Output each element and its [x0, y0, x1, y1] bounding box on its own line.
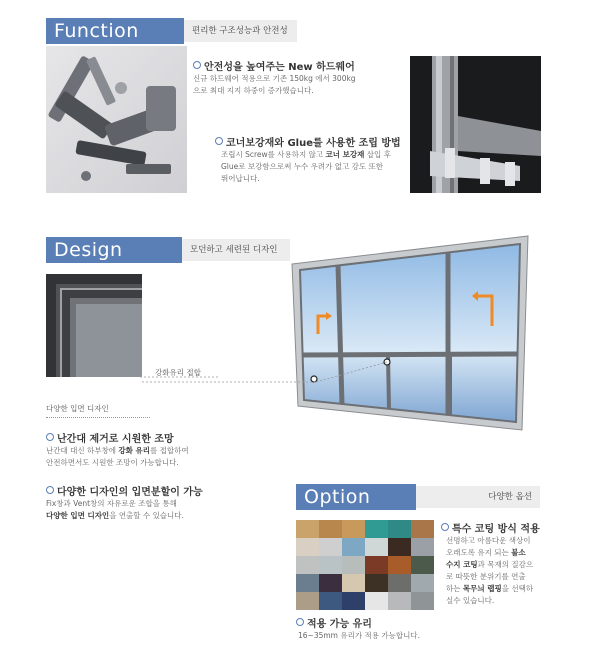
- color-swatch: [411, 538, 434, 556]
- option-item2-text: 16~35mm 유리가 적용 가능합니다.: [298, 631, 420, 640]
- color-swatch: [342, 574, 365, 592]
- color-swatch: [365, 520, 388, 538]
- facade-design-label: 다양한 입면 디자인: [46, 404, 109, 413]
- function-item2-heading: 코너보강재와 Glue를 사용한 조립 방법: [215, 134, 401, 149]
- color-swatch: [342, 592, 365, 610]
- function-header: Function: [46, 18, 184, 44]
- bullet-icon: [46, 433, 54, 441]
- color-swatch: [342, 556, 365, 574]
- option-item1-text: 선명하고 아름다운 색상이 오래도록 유지 되는 불소 수지 코팅과 목재의 질감으 로 따뜻한 분위기를 연출 하는 목무늬 랩핑을 선택하 실수 있습니다.: [446, 536, 534, 605]
- color-swatch: [365, 592, 388, 610]
- bullet-icon: [193, 61, 201, 69]
- color-swatch: [296, 556, 319, 574]
- design-header: Design: [46, 237, 182, 263]
- design-item2-text: Fix창과 Vent창의 자유로운 조합을 통해 다양한 입면 디자인을 연출할 수 있습니다.: [46, 499, 184, 520]
- color-swatch: [365, 556, 388, 574]
- color-swatch: [388, 592, 411, 610]
- function-item1-text: 신규 하드웨어 적용으로 기존 150kg 에서 300kg 으로 최대 지지 하중이 증가했습니다.: [193, 74, 356, 95]
- design-item1-text: 난간대 대신 하부창에 강화 유리를 접합하여 안전하면서도 시원한 조망이 가능합니다.: [46, 446, 189, 467]
- color-swatch: [296, 574, 319, 592]
- bullet-icon: [46, 486, 54, 494]
- color-swatch: [319, 556, 342, 574]
- color-swatch: [296, 538, 319, 556]
- color-swatch: [388, 520, 411, 538]
- color-swatch: [411, 520, 434, 538]
- color-swatch: [411, 574, 434, 592]
- color-swatch: [365, 538, 388, 556]
- hardware-photo: [46, 46, 187, 193]
- color-swatch: [296, 592, 319, 610]
- color-swatch: [411, 592, 434, 610]
- design-item1-heading: 난간대 제거로 시원한 조망: [46, 430, 174, 445]
- color-swatch: [388, 556, 411, 574]
- color-swatch: [296, 520, 319, 538]
- color-swatch: [388, 538, 411, 556]
- bullet-icon: [441, 523, 449, 531]
- bullet-icon: [296, 618, 304, 626]
- design-item2-heading: 다양한 디자인의 입면분할이 가능: [46, 483, 203, 498]
- function-subtitle: 편리한 구조성능과 안전성: [184, 20, 297, 42]
- option-subtitle: 다양한 옵션: [416, 486, 540, 508]
- function-item1-heading: 안전성을 높여주는 New 하드웨어: [193, 58, 355, 73]
- color-swatch: [319, 538, 342, 556]
- color-swatch: [388, 574, 411, 592]
- design-subtitle: 모던하고 세련된 디자인: [182, 239, 290, 261]
- bullet-icon: [215, 137, 223, 145]
- tempered-glass-label: 강화유리 접합: [155, 368, 201, 377]
- facade-label-underline: [46, 417, 150, 418]
- color-swatch: [365, 574, 388, 592]
- frame-closeup-photo: [46, 274, 142, 377]
- option-header: Option: [296, 484, 416, 510]
- color-swatch: [319, 592, 342, 610]
- corner-reinforcement-photo: [410, 56, 541, 193]
- option-item1-heading: 특수 코팅 방식 적용: [441, 520, 540, 535]
- color-swatch-grid: [296, 520, 439, 610]
- function-item2-text: 조립시 Screw를 사용하지 않고 코너 보강재 삽입 후 Glue로 보강함으로써 누수 우려가 없고 강도 또한 뛰어납니다.: [221, 150, 391, 183]
- color-swatch: [319, 520, 342, 538]
- option-item2-heading: 적용 가능 유리: [296, 615, 372, 630]
- color-swatch: [342, 538, 365, 556]
- color-swatch: [342, 520, 365, 538]
- color-swatch: [411, 556, 434, 574]
- color-swatch: [319, 574, 342, 592]
